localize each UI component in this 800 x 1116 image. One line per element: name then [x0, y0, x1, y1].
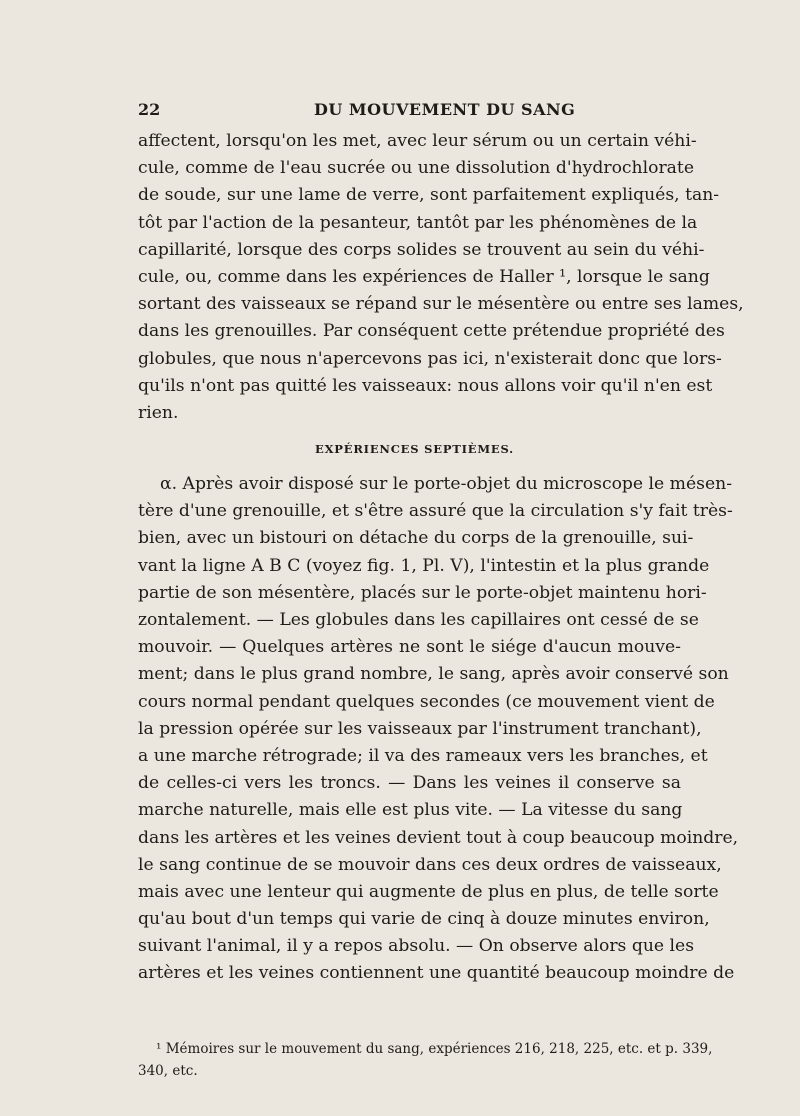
text-line: mouvoir. — Quelques artères ne sont le siége d'aucun mouve-: [138, 637, 681, 658]
text-line: marche naturelle, mais elle est plus vite. — La vitesse du sang: [138, 800, 683, 821]
text-line: mais avec une lenteur qui augmente de plus en plus, de telle sorte: [138, 881, 719, 902]
text-line: qu'ils n'ont pas quitté les vaisseaux: nous allons voir qu'il n'en est: [138, 375, 713, 396]
text-line: ment; dans le plus grand nombre, le sang, après avoir conservé son: [138, 664, 729, 685]
text-line: tôt par l'action de la pesanteur, tantôt par les phénomènes de la: [138, 212, 698, 233]
text-line: de celles-ci vers les troncs. — Dans les veines il conserve sa: [138, 773, 681, 794]
paragraph-1: [138, 128, 744, 427]
text-line: α. Après avoir disposé sur le porte-objet du microscope le mésen-: [160, 474, 733, 495]
text-line: de soude, sur une lame de verre, sont parfaitement expliqués, tan-: [138, 185, 720, 206]
page-header: [138, 100, 678, 124]
text-line: cule, comme de l'eau sucrée ou une dissolution d'hydrochlorate: [138, 158, 694, 179]
text-line: qu'au bout d'un temps qui varie de cinq à douze minutes environ,: [138, 909, 710, 930]
text-line: vant la ligne A B C (voyez fig. 1, Pl. V), l'intestin et la plus grande: [138, 555, 710, 576]
paragraph-2: [138, 471, 739, 988]
text-line: rien.: [138, 402, 179, 423]
text-line: la pression opérée sur les vaisseaux par l'instrument tranchant),: [138, 718, 702, 739]
text-line: cule, ou, comme dans les expériences de Haller ¹, lorsque le sang: [138, 266, 710, 287]
text-line: a une marche rétrograde; il va des rameaux vers les branches, et: [138, 745, 708, 766]
text-line: cours normal pendant quelques secondes (ce mouvement vient de: [138, 691, 715, 712]
footnote-line: 340, etc.: [138, 1063, 198, 1079]
text-line: dans les grenouilles. Par conséquent cette prétendue propriété des: [138, 321, 725, 342]
body-text: [138, 128, 744, 988]
text-line: zontalement. — Les globules dans les capillaires ont cessé de se: [138, 610, 699, 630]
text-line: tère d'une grenouille, et s'être assuré que la circulation s'y fait très-: [138, 501, 733, 522]
text-line: dans les artères et les veines devient tout à coup beaucoup moindre,: [138, 827, 739, 848]
text-line: artères et les veines contiennent une quantité beaucoup moindre de: [138, 963, 735, 984]
text-line: le sang continue de se mouvoir dans ces deux ordres de vaisseaux,: [138, 854, 722, 875]
text-line: affectent, lorsqu'on les met, avec leur sérum ou un certain véhi-: [138, 131, 697, 151]
section-title: EXPÉRIENCES SEPTIÈMES.: [315, 442, 514, 457]
text-line: suivant l'animal, il y a repos absolu. — On observe alors que les: [138, 936, 695, 957]
text-line: partie de son mésentère, placés sur le porte-objet maintenu hori-: [138, 582, 707, 603]
text-line: sortant des vaisseaux se répand sur le mésentère ou entre ses lames,: [138, 294, 744, 315]
footnote-line: ¹ Mémoires sur le mouvement du sang, expériences 216, 218, 225, etc. et p. 339,: [156, 1041, 713, 1057]
text-line: bien, avec un bistouri on détache du corps de la grenouille, sui-: [138, 528, 694, 549]
running-title: DU MOUVEMENT DU SANG: [314, 100, 576, 119]
text-line: capillarité, lorsque des corps solides se trouvent au sein du véhi-: [138, 239, 705, 260]
text-line: globules, que nous n'apercevons pas ici, n'existerait donc que lors-: [138, 348, 722, 369]
page-number: 22: [138, 100, 161, 119]
footnote: [138, 1038, 713, 1082]
